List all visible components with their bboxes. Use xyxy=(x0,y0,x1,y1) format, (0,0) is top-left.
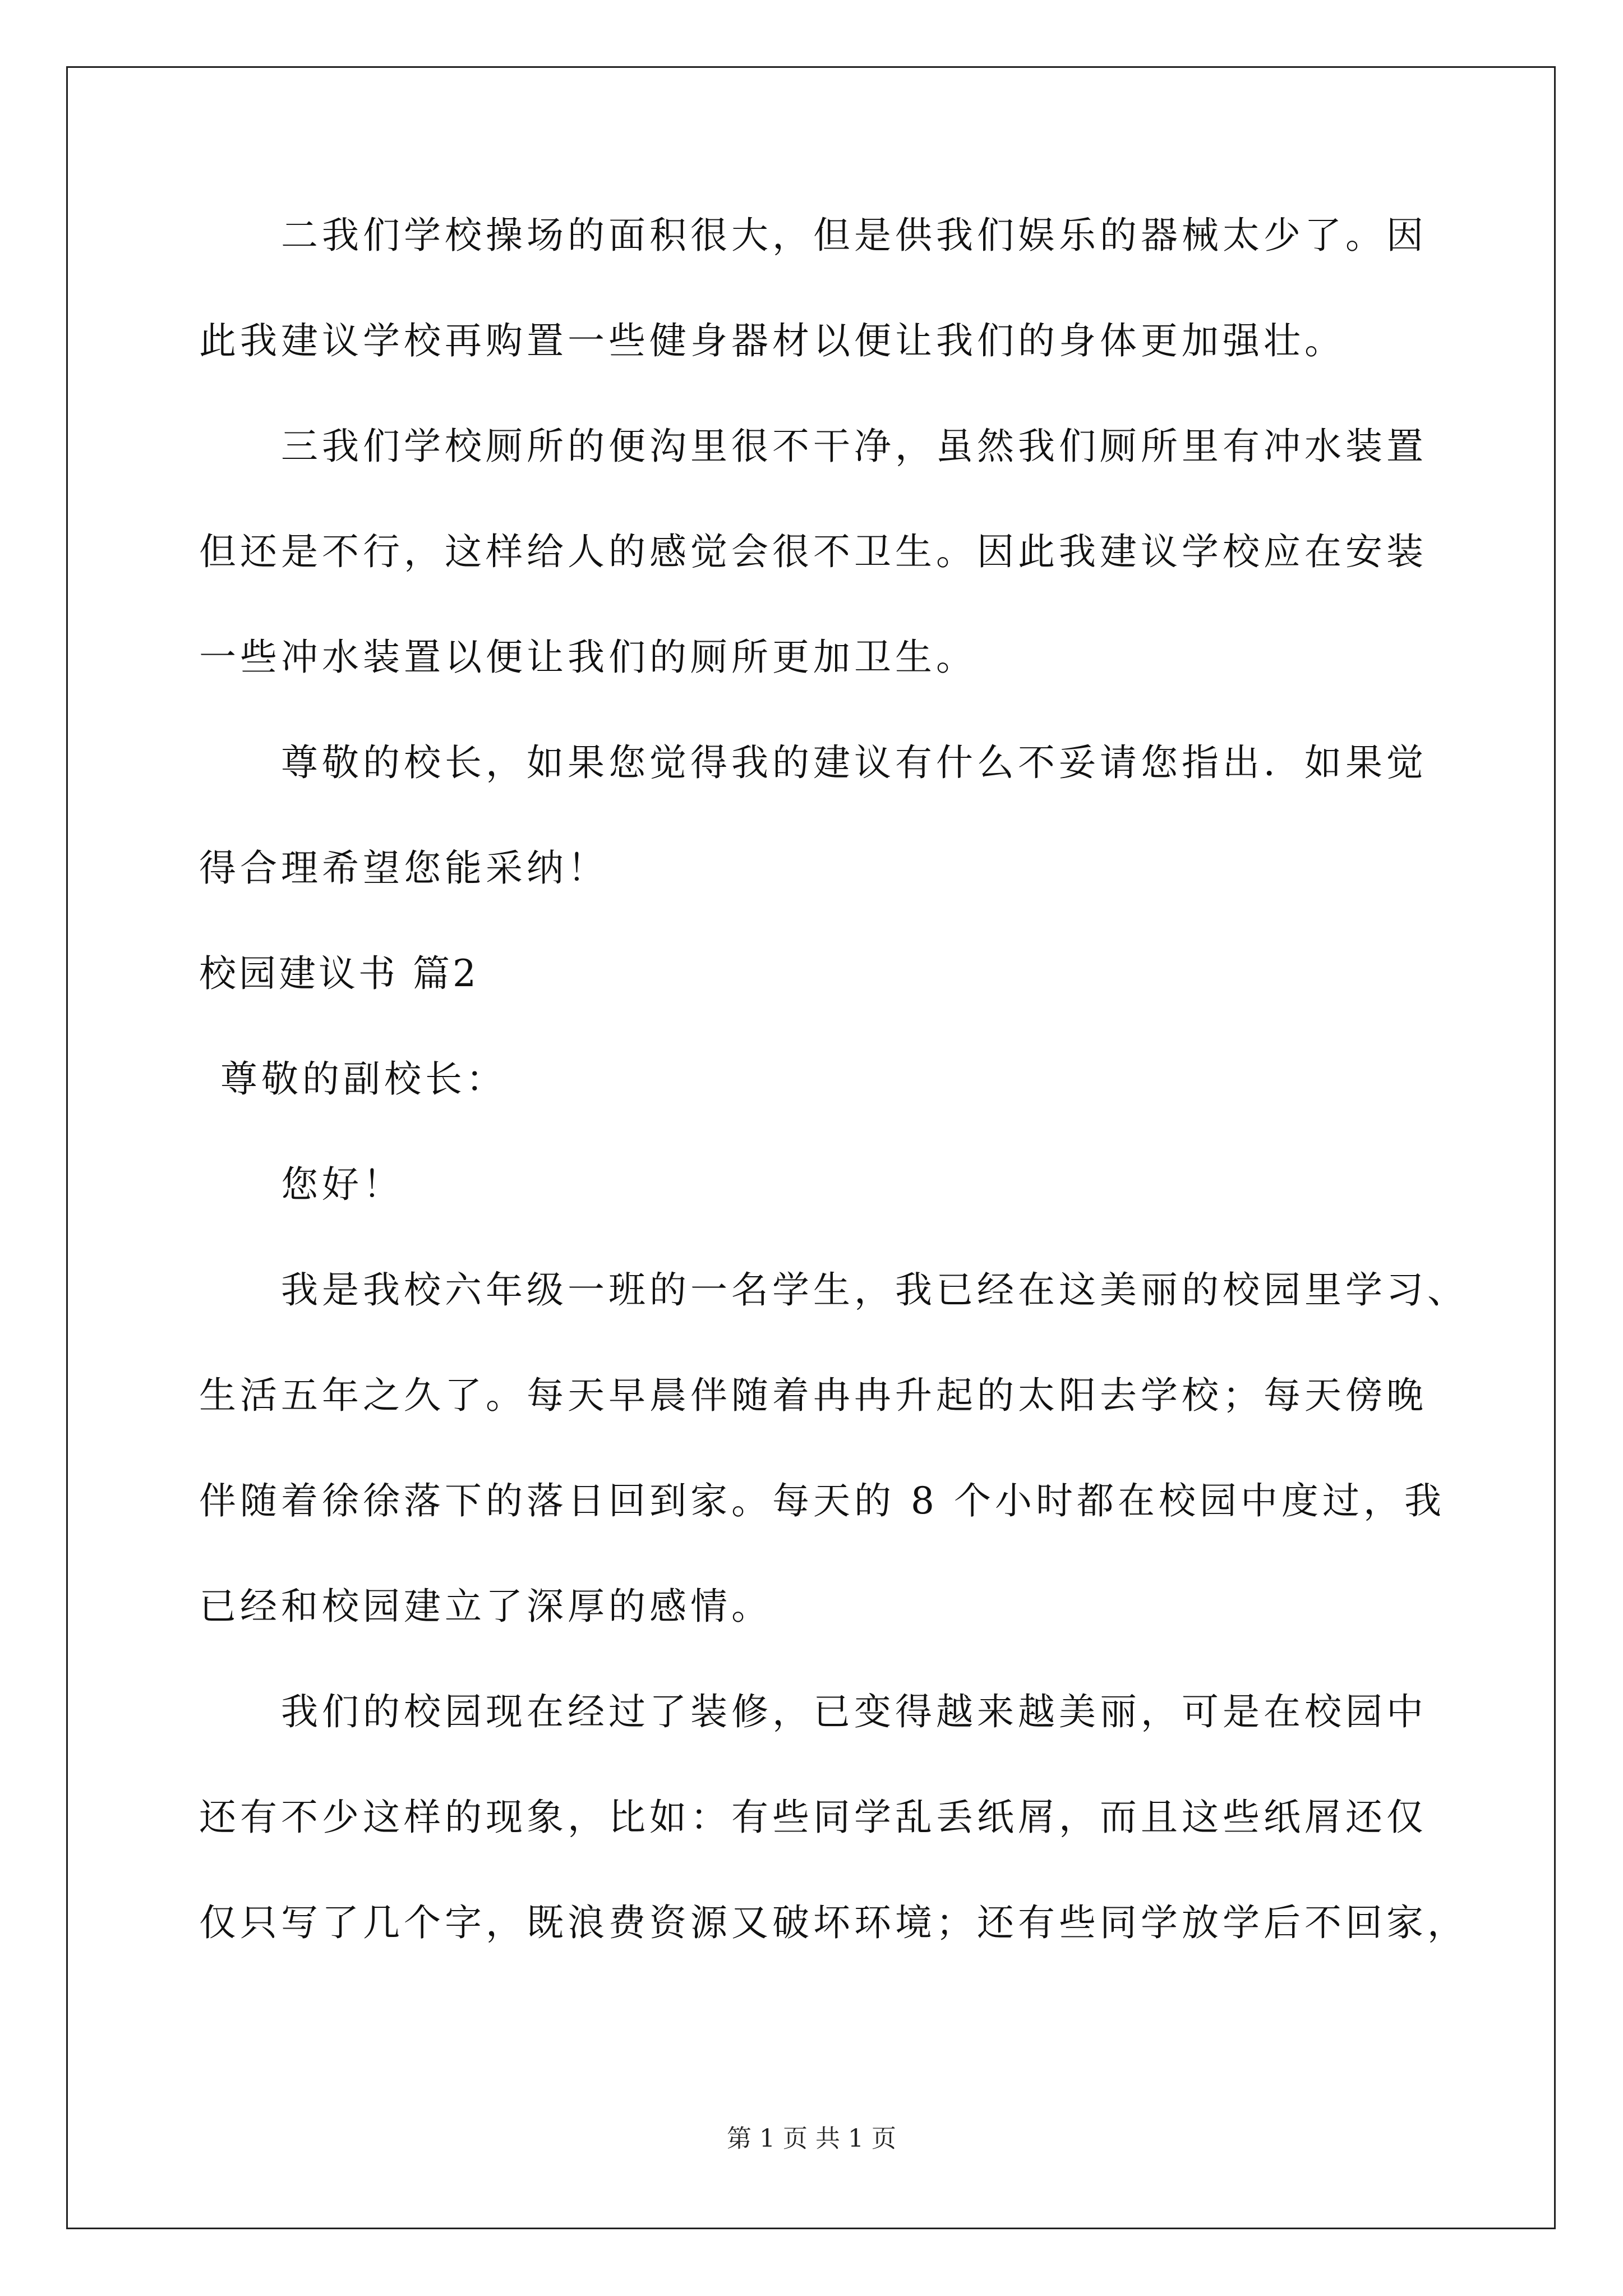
greeting: 您好！ xyxy=(281,1163,404,1206)
letter-paragraph-1-line-4: 已经和校园建立了深厚的感情。 xyxy=(199,1585,772,1628)
paragraph-3-line-3: 一些冲水装置以便让我们的厕所更加卫生。 xyxy=(199,636,977,679)
section-heading: 校园建议书 篇2 xyxy=(199,952,479,995)
closing-paragraph-line-2: 得合理希望您能采纳！ xyxy=(199,846,608,890)
salutation: 尊敬的副校长： xyxy=(220,1057,507,1101)
page-footer: 第 1 页 共 1 页 xyxy=(727,2124,896,2153)
closing-paragraph-line-1: 尊敬的校长，如果您觉得我的建议有什么不妥请您指出．如果觉 xyxy=(281,741,1427,784)
letter-paragraph-1-line-1: 我是我校六年级一班的一名学生，我已经在这美丽的校园里学习、 xyxy=(281,1268,1468,1312)
paragraph-3-line-2: 但还是不行，这样给人的感觉会很不卫生。因此我建议学校应在安装 xyxy=(199,530,1427,573)
letter-paragraph-1-line-2: 生活五年之久了。每天早晨伴随着冉冉升起的太阳去学校；每天傍晚 xyxy=(199,1374,1427,1417)
paragraph-2-line-1: 二我们学校操场的面积很大，但是供我们娱乐的器械太少了。因 xyxy=(281,214,1427,257)
letter-paragraph-2-line-3: 仅只写了几个字，既浪费资源又破坏环境；还有些同学放学后不回家， xyxy=(199,1901,1468,1944)
paragraph-3-line-1: 三我们学校厕所的便沟里很不干净，虽然我们厕所里有冲水装置 xyxy=(281,425,1427,468)
letter-paragraph-2-line-1: 我们的校园现在经过了装修，已变得越来越美丽，可是在校园中 xyxy=(281,1690,1427,1733)
paragraph-2-line-2: 此我建议学校再购置一些健身器材以便让我们的身体更加强壮。 xyxy=(199,319,1345,362)
letter-paragraph-1-line-3: 伴随着徐徐落下的落日回到家。每天的 8 个小时都在校园中度过，我 xyxy=(199,1479,1445,1522)
letter-paragraph-2-line-2: 还有不少这样的现象，比如：有些同学乱丢纸屑，而且这些纸屑还仅 xyxy=(199,1796,1427,1839)
